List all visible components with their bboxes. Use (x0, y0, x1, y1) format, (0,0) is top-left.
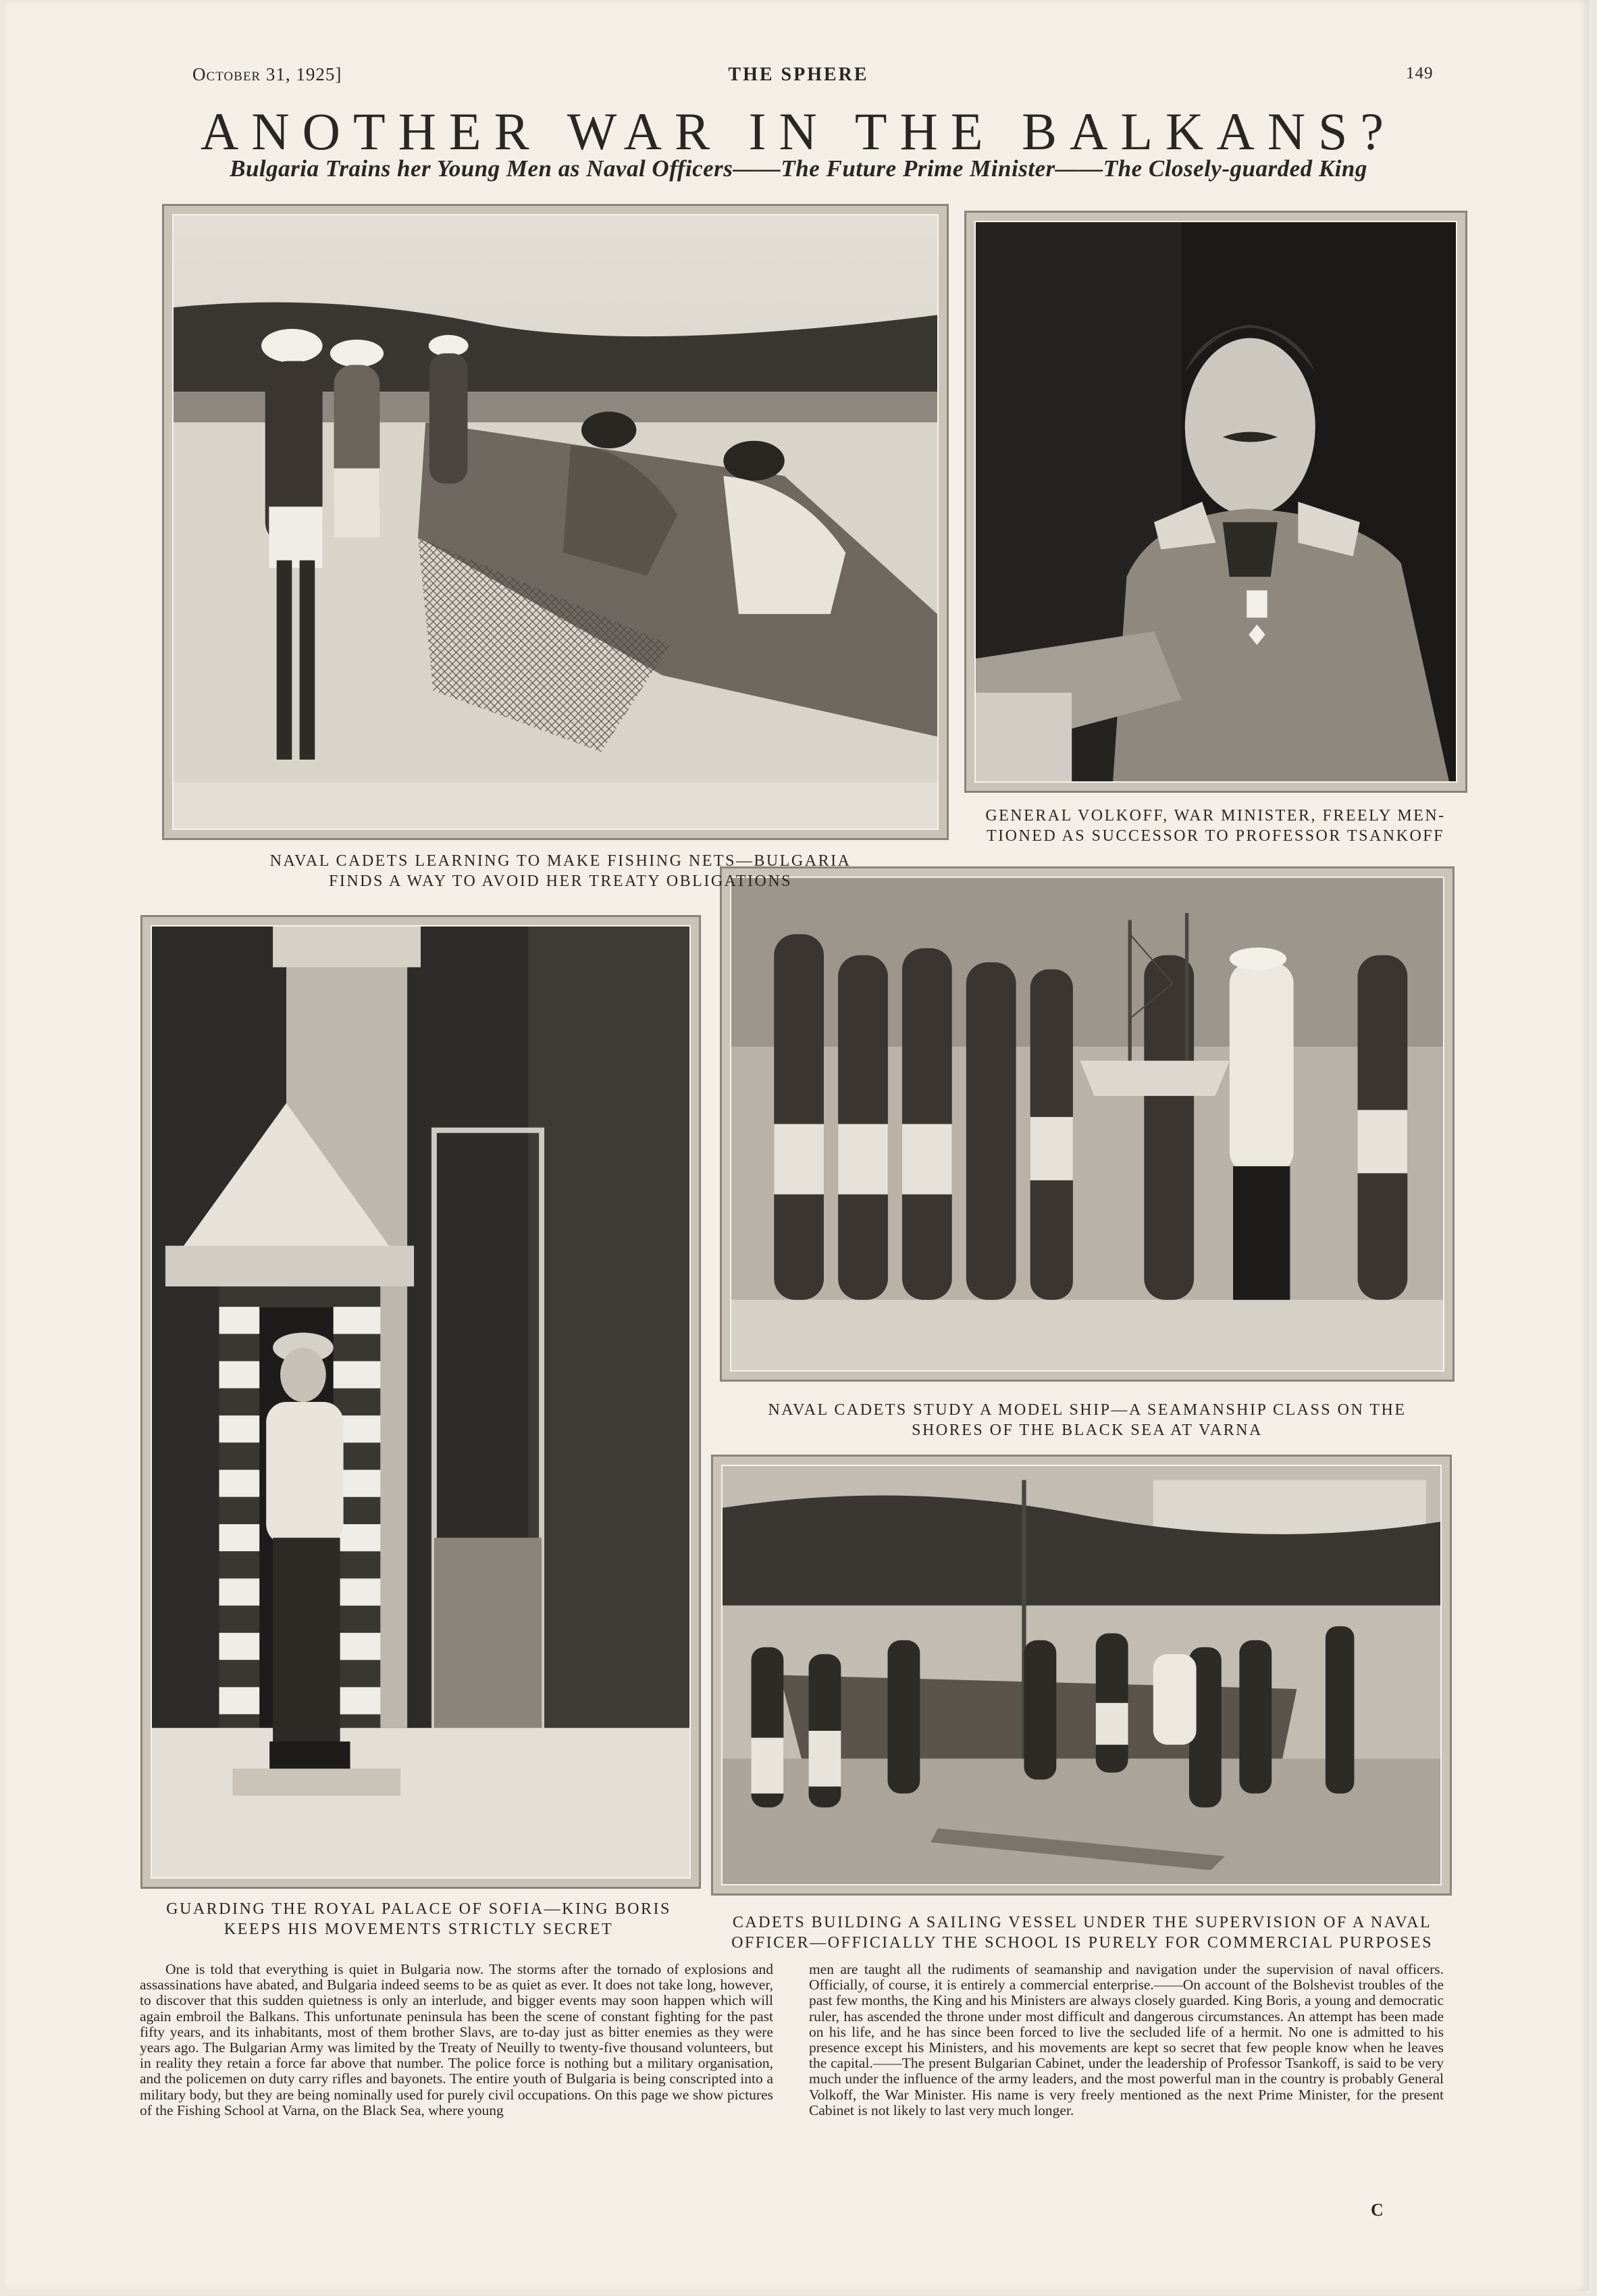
article-text-right: men are taught all the rudiments of seamanship and navigation under the supervision of naval officers. Officially, of course, it is entirely a commercial enterprise.——On account of the Bolshevist troubles of the past few months, the King and his Ministers are always closely guarded. King Boris, a young and democratic ruler, has ascended the throne under most difficult and dangerous circumstances. An attempt has been made on his life, and he has since been forced to live the secluded life of a hermit. No one is admitted to his presence except his Ministers, and his movements are kept so secret that few people know when he leaves the capital.——The present Bulgarian Cabinet, under the leadership of Professor Tsankoff, is said to be very much under the influence of the army leaders, and the most powerful man in the country is probably General Volkoff, the War Minister. His name is very freely mentioned as the next Prime Minister, for the present Cabinet is not likely to last very much longer. (809, 1961, 1444, 2118)
headline: ANOTHER WAR IN THE BALKANS? (200, 102, 1397, 161)
article-column-left (140, 1962, 773, 2118)
caption-sailing-vessel: CADETS BUILDING A SAILING VESSEL UNDER THE SUPERVISION OF A NAVAL OFFICER—OFFICIALLY THE SCHOOL IS PURELY FOR COMMERCIAL PURPOSES (731, 1914, 1433, 1952)
photo-fishing-nets (162, 204, 949, 840)
photo-model-ship (720, 866, 1455, 1382)
photo-palace-guard (140, 915, 701, 1889)
fishing-nets-image (174, 215, 937, 829)
caption-fishing-nets: NAVAL CADETS LEARNING TO MAKE FISHING NETS—BULGARIA FINDS A WAY TO AVOID HER TREATY OBLIGATIONS (269, 852, 852, 890)
caption-general: GENERAL VOLKOFF, WAR MINISTER, FREELY MEN- TIONED AS SUCCESSOR TO PROFESSOR TSANKOFF (985, 807, 1446, 845)
palace-guard-image (152, 927, 689, 1877)
page-number: 149 (1406, 64, 1434, 82)
signature-mark: C (1371, 2200, 1384, 2220)
issue-date: October 31, 1925] (192, 64, 342, 84)
caption-palace: GUARDING THE ROYAL PALACE OF SOFIA—KING BORIS KEEPS HIS MOVEMENTS STRICTLY SECRET (166, 1900, 671, 1938)
photo-sailing-vessel (711, 1455, 1452, 1896)
photo-general-volkoff (964, 211, 1467, 793)
general-portrait-image (976, 222, 1456, 781)
subheadline: Bulgaria Trains her Young Men as Naval Officers——The Future Prime Minister——The Closely-guarded King (230, 155, 1367, 182)
caption-model-ship: NAVAL CADETS STUDY A MODEL SHIP—A SEAMANSHIP CLASS ON THE SHORES OF THE BLACK SEA AT VARNA (768, 1401, 1407, 1439)
publication-name: THE SPHERE (728, 64, 869, 85)
article-text-left: One is told that everything is quiet in Bulgaria now. The storms after the tornado of explosions and assassinations have abated, and Bulgaria indeed seems to be as quiet as ever. It does not take long, however, to discover that this sudden quietness is only an interlude, and bigger events may soon happen which will again embroil the Balkans. This unfortunate peninsula has been the scene of constant fighting for the past fifty years, and its inhabitants, most of them brother Slavs, are to-day just as bitter enemies as they were years ago. The Bulgarian Army was limited by the Treaty of Neuilly to twenty-five thousand volunteers, but in reality they retain a force far above that number. The police force is nothing but a military organisation, and the policemen on duty carry rifles and bayonets. The entire youth of Bulgaria is being conscripted into a military body, but they are being nominally used for purely civil occupations. On this page we show pictures of the Fishing School at Varna, on the Black Sea, where young (140, 1961, 773, 2118)
article-column-right (809, 1962, 1444, 2118)
sailing-vessel-image (723, 1466, 1440, 1884)
model-ship-image (731, 878, 1443, 1370)
